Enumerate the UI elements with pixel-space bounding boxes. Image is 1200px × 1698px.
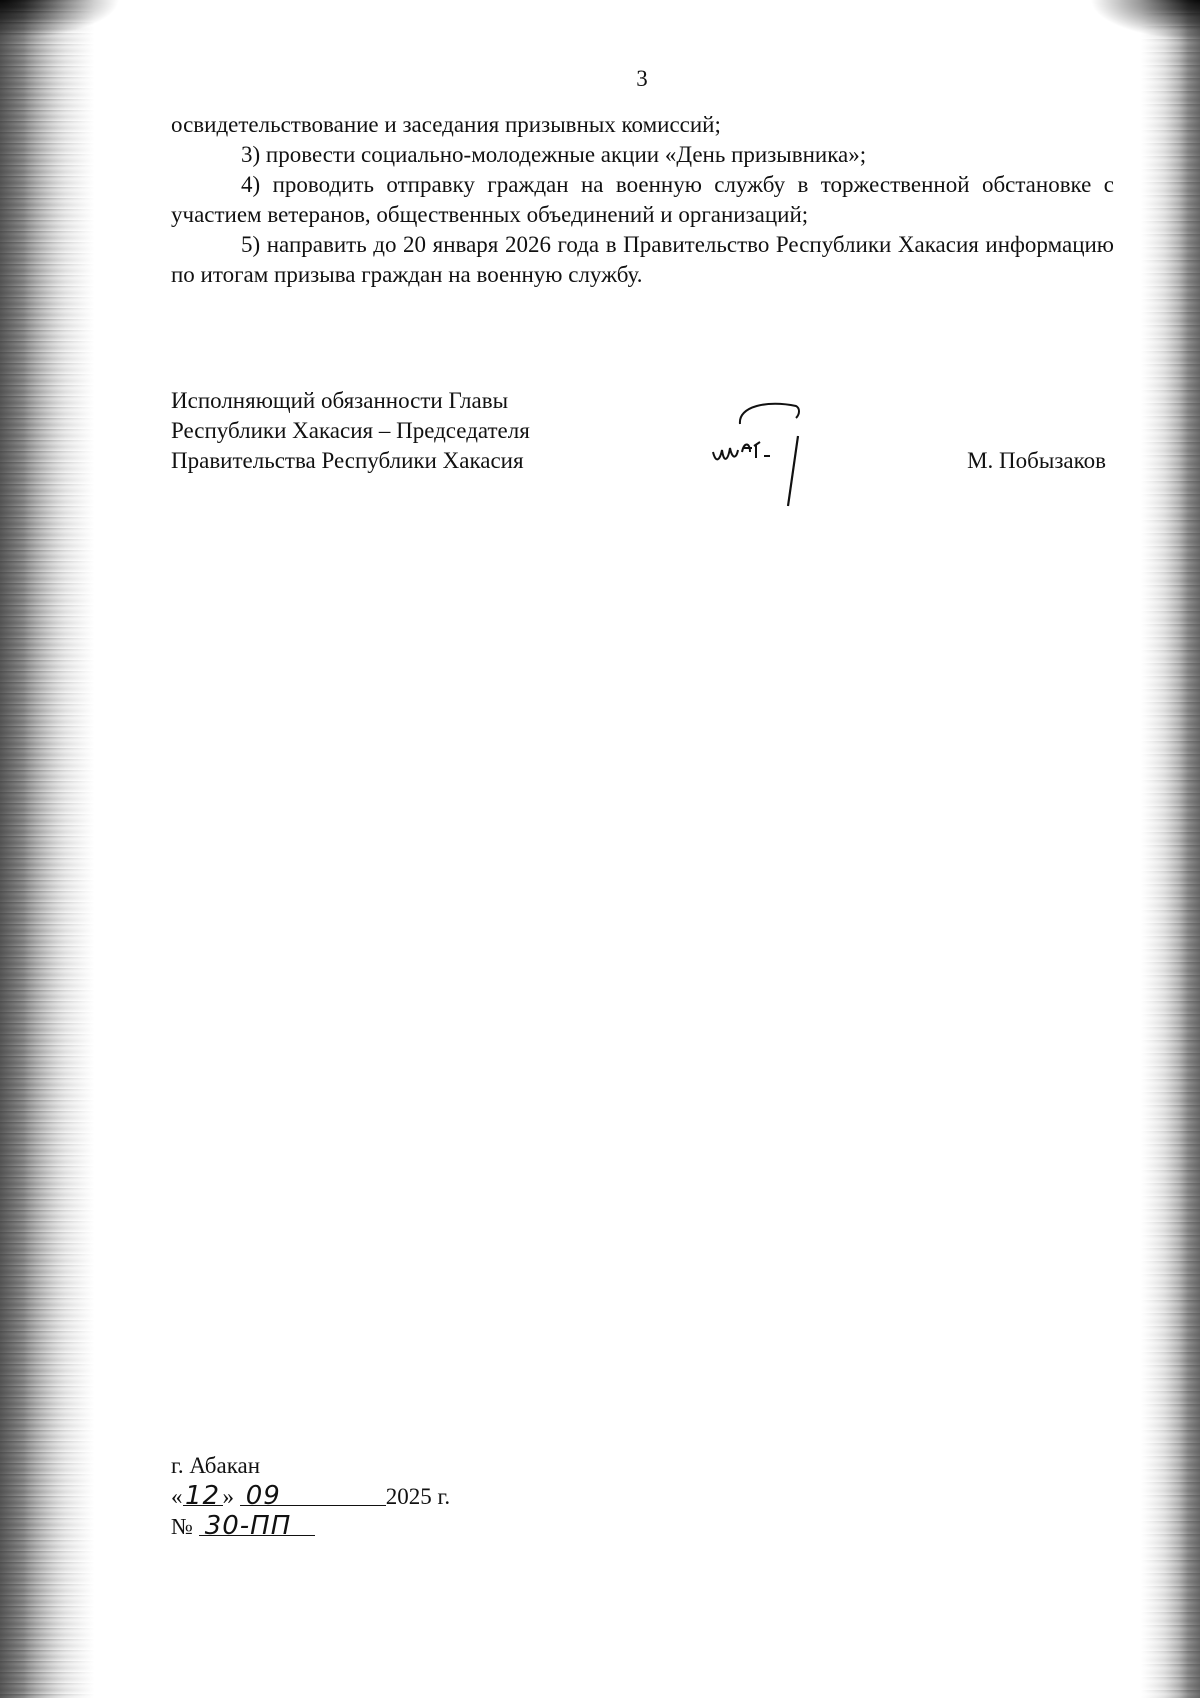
date-year: 2025 г.: [385, 1484, 451, 1509]
footer-date: [171, 1481, 450, 1511]
signatory-name: М. Побызаков: [967, 448, 1106, 473]
body-text: [171, 110, 1114, 290]
date-close-quote: »: [222, 1484, 234, 1509]
scan-corner-top-right: [1090, 0, 1200, 40]
signatory-title-line: Республики Хакасия – Председателя: [171, 418, 530, 443]
date-day: 12: [184, 1481, 221, 1511]
number-prefix: №: [171, 1514, 193, 1539]
signatory-title-line: Правительства Республики Хакасия: [171, 448, 524, 473]
handwritten-signature-icon: [708, 394, 818, 514]
date-month-field: [240, 1481, 386, 1511]
paragraph-item-4: 4) проводить отправку граждан на военную службу в торжественной обстановке с участием ветеранов, общественных объединений и организаций;: [171, 172, 1114, 227]
date-month: 09: [245, 1481, 281, 1511]
number-value: 30-ПП: [204, 1511, 292, 1541]
footer-city: г. Абакан: [171, 1453, 261, 1478]
date-open-quote: «: [171, 1484, 183, 1509]
date-day-field: [183, 1481, 223, 1511]
paragraph-item-5: 5) направить до 20 января 2026 года в Правительство Республики Хакасия информацию по итогам призыва граждан на военную службу.: [171, 232, 1114, 287]
number-field: [199, 1511, 315, 1541]
footer-number: [171, 1511, 450, 1541]
paragraph-item-3: 3) провести социально-молодежные акции «День призывника»;: [241, 142, 867, 167]
scan-corner-top-left: [0, 0, 120, 40]
page-number: 3: [636, 66, 648, 91]
document-footer: [171, 1451, 450, 1541]
signature-block: [171, 386, 1111, 476]
signatory-title-line: Исполняющий обязанности Главы: [171, 388, 509, 413]
scan-edge-left: [0, 0, 95, 1698]
paragraph-continuation: освидетельствование и заседания призывных комиссий;: [171, 112, 721, 137]
scan-edge-right: [1140, 0, 1200, 1698]
